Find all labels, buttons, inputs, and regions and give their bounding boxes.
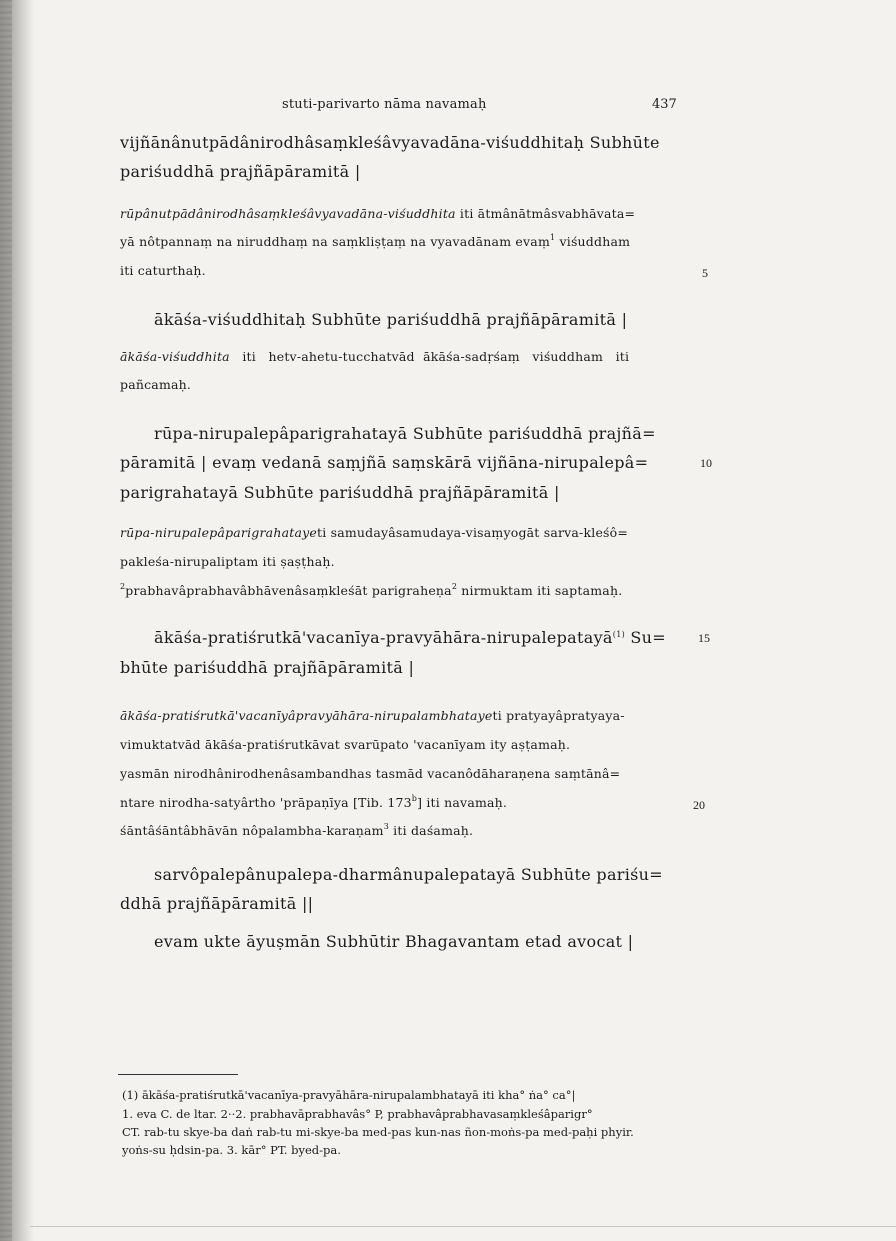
commentary-line: pakleśa-nirupaliptam iti ṣaṣṭhaḥ. <box>120 554 335 569</box>
footnote-ref: b <box>411 794 418 803</box>
verse-line: ākāśa-viśuddhitaḥ Subhūte pariśuddhā prajñāpāramitā | <box>154 310 628 329</box>
footnote-ref: 2 <box>120 582 126 591</box>
commentary-lemma: ākāśa-viśuddhita <box>120 349 230 364</box>
commentary-line: yā nôtpannaṃ na niruddhaṃ na saṃkliṣṭaṃ na vyavadānam evaṃ$^1$ viśuddham <box>120 233 631 249</box>
verse-line: evam ukte āyuṣmān Subhūtir Bhagavantam etad avocat | <box>154 932 634 951</box>
commentary-line: $^2$prabhavâprabhavâbhāvenâsaṃkleśāt parigraheṇa$^2$ nirmuktam iti saptamaḥ. <box>120 582 623 598</box>
verse-line: ākāśa-pratiśrutkā'vacanīya-pravyāhāra-nirupalepatayā$^{(1)}$ Su= <box>154 628 666 647</box>
commentary-lemma: ākāśa-pratiśrutkā'vacanīyâpravyāhāra-nirupalambhataye <box>120 708 493 723</box>
commentary-line: vimuktatvād ākāśa-pratiśrutkāvat svarūpato 'vacanīyam ity aṣṭamaḥ. <box>120 737 571 752</box>
commentary-line: ntare nirodha-satyârtho 'prāpaṇīya [Tib. 173$^b$] iti navamaḥ. <box>120 794 508 810</box>
line-number: 5 <box>702 266 708 280</box>
footnote-ref: 2 <box>451 582 458 591</box>
verse-line: parigrahatayā Subhūte pariśuddhā prajñāpāramitā | <box>120 483 560 502</box>
commentary-line: śāntâśāntâbhāvān nôpalambha-karaṇam$^3$ iti daśamaḥ. <box>120 822 474 838</box>
running-title: stuti-parivarto nāma navamaḥ <box>282 97 487 112</box>
footnote-ref: 1 <box>550 233 556 242</box>
footnote-ref: 3 <box>383 822 389 831</box>
commentary-line: ākāśa-viśuddhita iti hetv-ahetu-tucchatvād ākāśa-sadṛśaṃ viśuddham iti <box>120 349 630 364</box>
commentary-line: pañcamaḥ. <box>120 377 192 392</box>
verse-line: vijñānânutpādânirodhâsaṃkleśâvyavadāna-viśuddhitaḥ Subhūte <box>120 133 660 152</box>
footnote-ref: (1) <box>612 630 626 639</box>
page-number: 437 <box>652 97 677 112</box>
verse-line: sarvôpalepânupalepa-dharmânupalepatayā Subhūte pariśu= <box>154 865 663 884</box>
commentary-line: rūpa-nirupalepâparigrahatayeti samudayâsamudaya-visaṃyogāt sarva-kleśô= <box>120 525 629 540</box>
footnote-line: CT. rab-tu skye-ba daṅ rab-tu mi-skye-ba med-pas kun-nas ñon-moṅs-pa med-paḥi phyir. <box>122 1125 634 1139</box>
verse-line: pāramitā | evaṃ vedanā saṃjñā saṃskārā vijñāna-nirupalepâ= <box>120 453 649 472</box>
line-number: 15 <box>698 631 710 645</box>
commentary-line: rūpânutpādânirodhâsaṃkleśâvyavadāna-viśuddhita iti ātmânātmâsvabhāvata= <box>120 206 636 221</box>
verse-line: pariśuddhā prajñāpāramitā | <box>120 162 361 181</box>
footnote-line: 1. eva C. de ltar. 2··2. prabhavāprabhavâs° P, prabhavâprabhavasaṃkleśâparigr° <box>122 1107 593 1121</box>
commentary-lemma: rūpânutpādânirodhâsaṃkleśâvyavadāna-viśuddhita <box>120 206 456 221</box>
footnote-line: yoṅs-su ḥdsin-pa. 3. kār° PT. byed-pa. <box>122 1143 341 1157</box>
footnote-divider <box>118 1074 238 1075</box>
verse-line: bhūte pariśuddhā prajñāpāramitā | <box>120 658 415 677</box>
verse-line: ddhā prajñāpāramitā || <box>120 894 314 913</box>
commentary-line: ākāśa-pratiśrutkā'vacanīyâpravyāhāra-nirupalambhatayeti pratyayâpratyaya- <box>120 708 625 723</box>
line-number: 10 <box>700 456 712 470</box>
commentary-line: yasmān nirodhânirodhenâsambandhas tasmād vacanôdāharaṇena saṃtānâ= <box>120 766 621 781</box>
footnote-line: (1) ākāśa-pratiśrutkā'vacanīya-pravyāhāra-nirupalambhatayā iti kha° ṅa° ca°| <box>122 1088 576 1102</box>
verse-line: rūpa-nirupalepâparigrahatayā Subhūte pariśuddhā prajñā= <box>154 424 656 443</box>
commentary-line: iti caturthaḥ. <box>120 263 206 278</box>
line-number: 20 <box>693 798 705 812</box>
commentary-lemma: rūpa-nirupalepâparigrahataye <box>120 525 317 540</box>
